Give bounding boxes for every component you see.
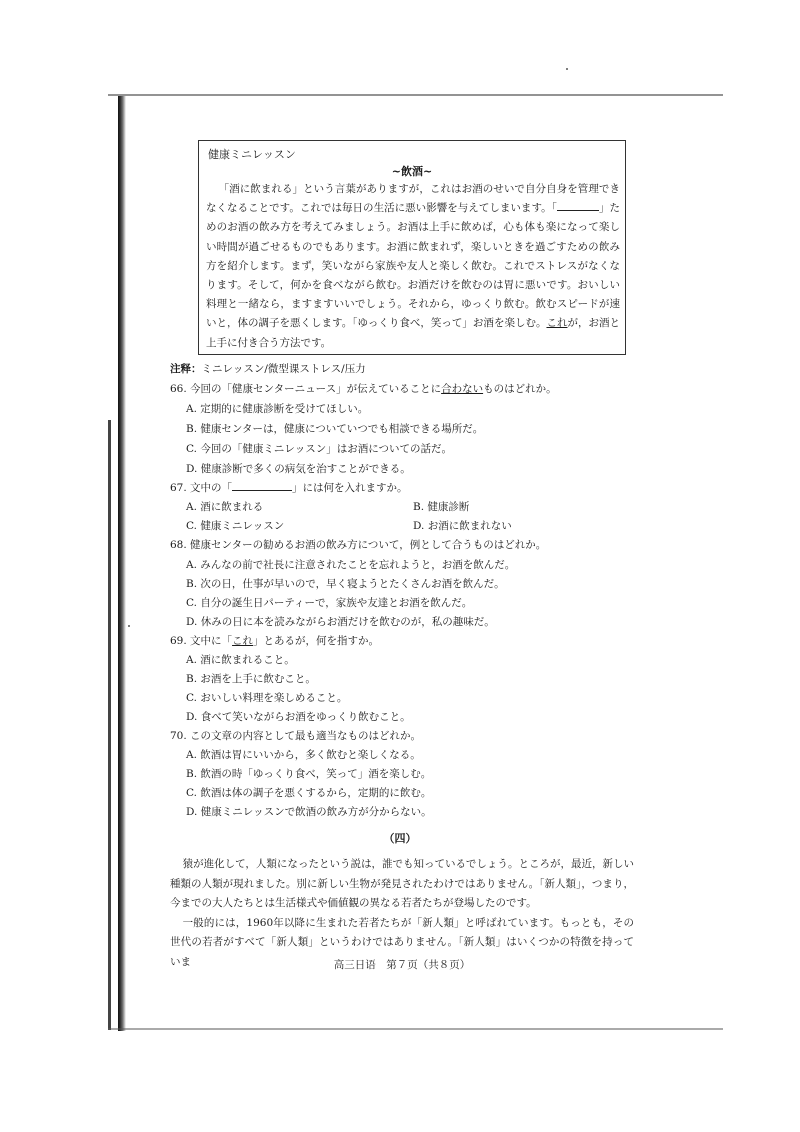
option: B. 健康診断 (413, 501, 470, 513)
box-para-mid: 」ためのお酒の飲み方を考えてみましょう。お酒は上手に飲めば，心も体も楽になって楽しい時間が過ごせるものでもあります。お酒に飲まれず，楽しいときを過ごすための飲み方を紹介します。まず，笑いながら家族や友人と楽しく飲む。これでストレスがなくなります。そして，何かを食べながら飲む。お酒だけを飲むのは胃に悪いです。おいしい料理と一緒なら，ますますいいでしょう。それから，ゆっくり飲む。飲むスピードが速いと，体の調子を悪くします。「ゆっくり食べ，笑って」お酒を楽しむ。 (206, 202, 621, 330)
scan-speck (128, 625, 130, 627)
question-68: 68. 健康センターの勧めるお酒の飲み方について，例として合うものはどれか。 (170, 539, 547, 551)
question-stem: ものはどれか。 (483, 383, 557, 395)
option: C. 健康ミニレッスン (186, 520, 285, 532)
question-stem: 」には何を入れますか。 (292, 482, 408, 494)
option: A. 定期的に健康診断を受けてほしい。 (186, 403, 369, 415)
passage (170, 855, 634, 973)
section-title: （四） (383, 832, 417, 845)
passage-paragraph: 猿が進化して，人類になったという説は，誰でも知っているでしょう。ところが，最近，新しい種類の人類が現れました。別に新しい生物が発見されたわけではありません。「新人類」，つまり，今までの大人たちとは生活様式や価値観の異なる若者たちが登場したのです。 (170, 858, 634, 910)
option: D. 休みの日に本を読みながらお酒だけを飲むのが，私の趣味だ。 (186, 616, 495, 628)
question-stem-underlined: これ (232, 635, 254, 647)
scan-edge-left-inner (108, 420, 111, 1030)
scan-edge-bottom (108, 1028, 723, 1030)
scan-edge-left (118, 96, 126, 1031)
question-69 (170, 633, 379, 648)
scan-edge-top (108, 94, 723, 96)
question-stem: 67. 文中の「 (170, 482, 233, 494)
box-title: ~飲酒~ (391, 165, 433, 178)
scan-speck (566, 68, 568, 70)
option: A. 酒に飲まれること。 (186, 654, 295, 666)
option: B. 次の日，仕事が早いので，早く寝ようとたくさんお酒を飲んだ。 (186, 578, 505, 590)
option: B. 健康センターは，健康についていつでも相談できる場所だ。 (186, 423, 484, 435)
note (170, 361, 366, 376)
question-stem: 66. 今回の「健康センターニュース」が伝えていることに (170, 383, 442, 395)
box-heading: 健康ミニレッスン (208, 148, 296, 161)
question-stem: 69. 文中に「 (170, 635, 233, 647)
option: C. おいしい料理を楽しめること。 (186, 692, 348, 704)
note-label: 注释： (170, 363, 202, 375)
box-para-underlined: これ (546, 317, 568, 330)
option: A. 酒に飲まれる (186, 501, 264, 513)
option: B. お酒を上手に飲むこと。 (186, 673, 316, 685)
option: C. 飲酒は体の調子を悪くするから，定期的に飲む。 (186, 787, 432, 799)
question-70: 70. この文章の内容として最も適当なものはどれか。 (170, 730, 422, 742)
option: D. お酒に飲まれない (413, 520, 512, 532)
box-paragraph (206, 180, 620, 353)
option: C. 自分の誕生日パーティーで，家族や友達とお酒を飲んだ。 (186, 597, 473, 609)
option: A. 飲酒は胃にいいから，多く飲むと楽しくなる。 (186, 749, 421, 761)
option: D. 食べて笑いながらお酒をゆっくり飲むこと。 (186, 711, 411, 723)
blank-line (557, 200, 599, 211)
question-stem: 」とあるが，何を指すか。 (253, 635, 380, 647)
question-stem-underlined: 合わない (441, 383, 484, 395)
note-text: ミニレッスン/微型课ストレス/压力 (201, 363, 366, 375)
question-67 (170, 480, 408, 495)
option: D. 健康診断で多くの病気を治すことができる。 (186, 463, 411, 475)
blank-line (232, 480, 292, 491)
box-para-start: 「酒に飲まれる」という言葉がありますが，これはお酒のせいで自分自身を管理できなくなることです。これでは毎日の生活に悪い影響を与えてしまいます。「 (206, 183, 620, 215)
passage-paragraph: 一般的には，1960年以降に生まれた若者たちが「新人類」と呼ばれています。もっとも，その世代の若者がすべて「新人類」というわけではありません。「新人類」はいくつかの特徴を持っていま (170, 916, 634, 968)
box-para-end: が，お酒と上手に付き合う方法です。 (206, 317, 621, 349)
page-footer: 高三日语 第７页（共８页） (333, 959, 471, 971)
option: C. 今回の「健康ミニレッスン」はお酒についての話だ。 (186, 443, 453, 455)
question-66 (170, 381, 557, 396)
box-body (206, 180, 620, 353)
option: D. 健康ミニレッスンで飲酒の飲み方が分からない。 (186, 806, 432, 818)
option: A. みんなの前で社長に注意されたことを忘れようと，お酒を飲んだ。 (186, 559, 516, 571)
option: B. 飲酒の時「ゆっくり食べ，笑って」酒を楽しむ。 (186, 768, 432, 780)
